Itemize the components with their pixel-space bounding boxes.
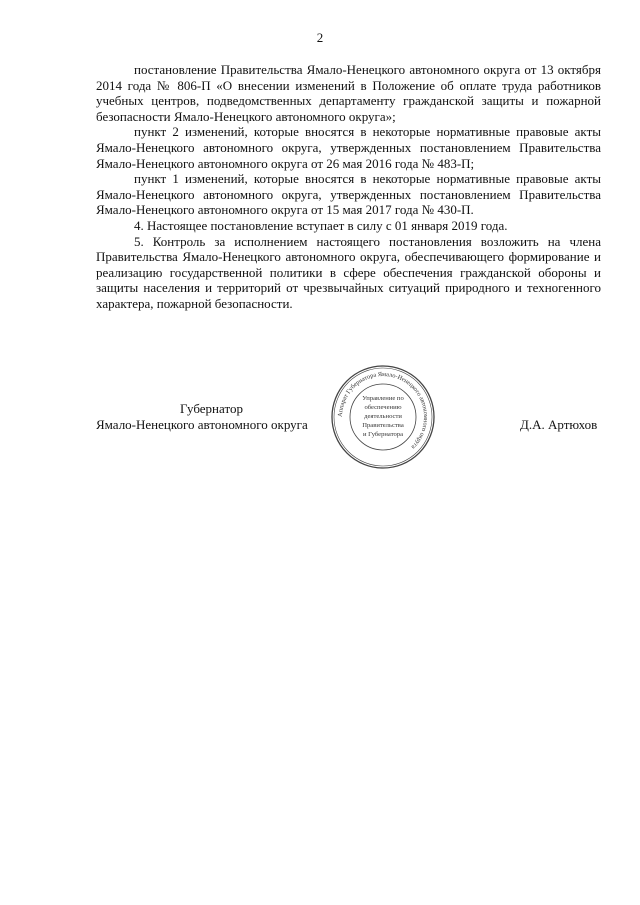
page-number: 2: [316, 30, 324, 45]
document-body: [96, 62, 601, 312]
signature-title-line2: Ямало-Ненецкого автономного округа: [96, 417, 308, 432]
stamp-ring-text: Аппарат Губернатора Ямало-Ненецкого автономного округа: [336, 370, 430, 451]
official-stamp: [328, 362, 438, 472]
stamp-center-line1: Управление по: [362, 395, 404, 402]
paragraph-control: 5. Контроль за исполнением настоящего постановления возложить на члена Правительства Ямало-Ненецкого автономного округа, обеспечивающего формирование и реализацию государственной политики в сфере обеспечения гражданской обороны и защиты населения и территорий от чрезвычайных ситуаций природного и техногенного характера, пожарной безопасности.: [96, 233, 601, 311]
signature-name: Д.А. Артюхов: [520, 417, 598, 432]
paragraph-effective-date: 4. Настоящее постановление вступает в силу с 01 января 2019 года.: [134, 217, 508, 233]
stamp-center-line4: Правительства: [362, 422, 404, 429]
stamp-center-line3: деятельности: [364, 413, 402, 420]
signature-title-line1: Губернатор: [180, 401, 243, 416]
paragraph-resolution-806: постановление Правительства Ямало-Ненецкого автономного округа от 13 октября 2014 года № 806-П «О внесении изменений в Положение об оплате труда работников учебных центров, подведомственных департаменту гражданской защиты и пожарной безопасности Ямало-Ненецкого автономного округа»;: [96, 62, 601, 124]
stamp-center-line2: обеспечению: [364, 404, 402, 411]
stamp-center-line5: и Губернатора: [362, 431, 404, 438]
paragraph-item-1: пункт 1 изменений, которые вносятся в некоторые нормативные правовые акты Ямало-Ненецкого автономного округа, утвержденных постановлением Правительства Ямало-Ненецкого автономного округа от 15 мая 2017 года № 430-П.: [96, 171, 601, 218]
paragraph-item-2: пункт 2 изменений, которые вносятся в некоторые нормативные правовые акты Ямало-Ненецкого автономного округа, утвержденных постановлением Правительства Ямало-Ненецкого автономного округа от 26 мая 2016 года № 483-П;: [96, 124, 601, 171]
